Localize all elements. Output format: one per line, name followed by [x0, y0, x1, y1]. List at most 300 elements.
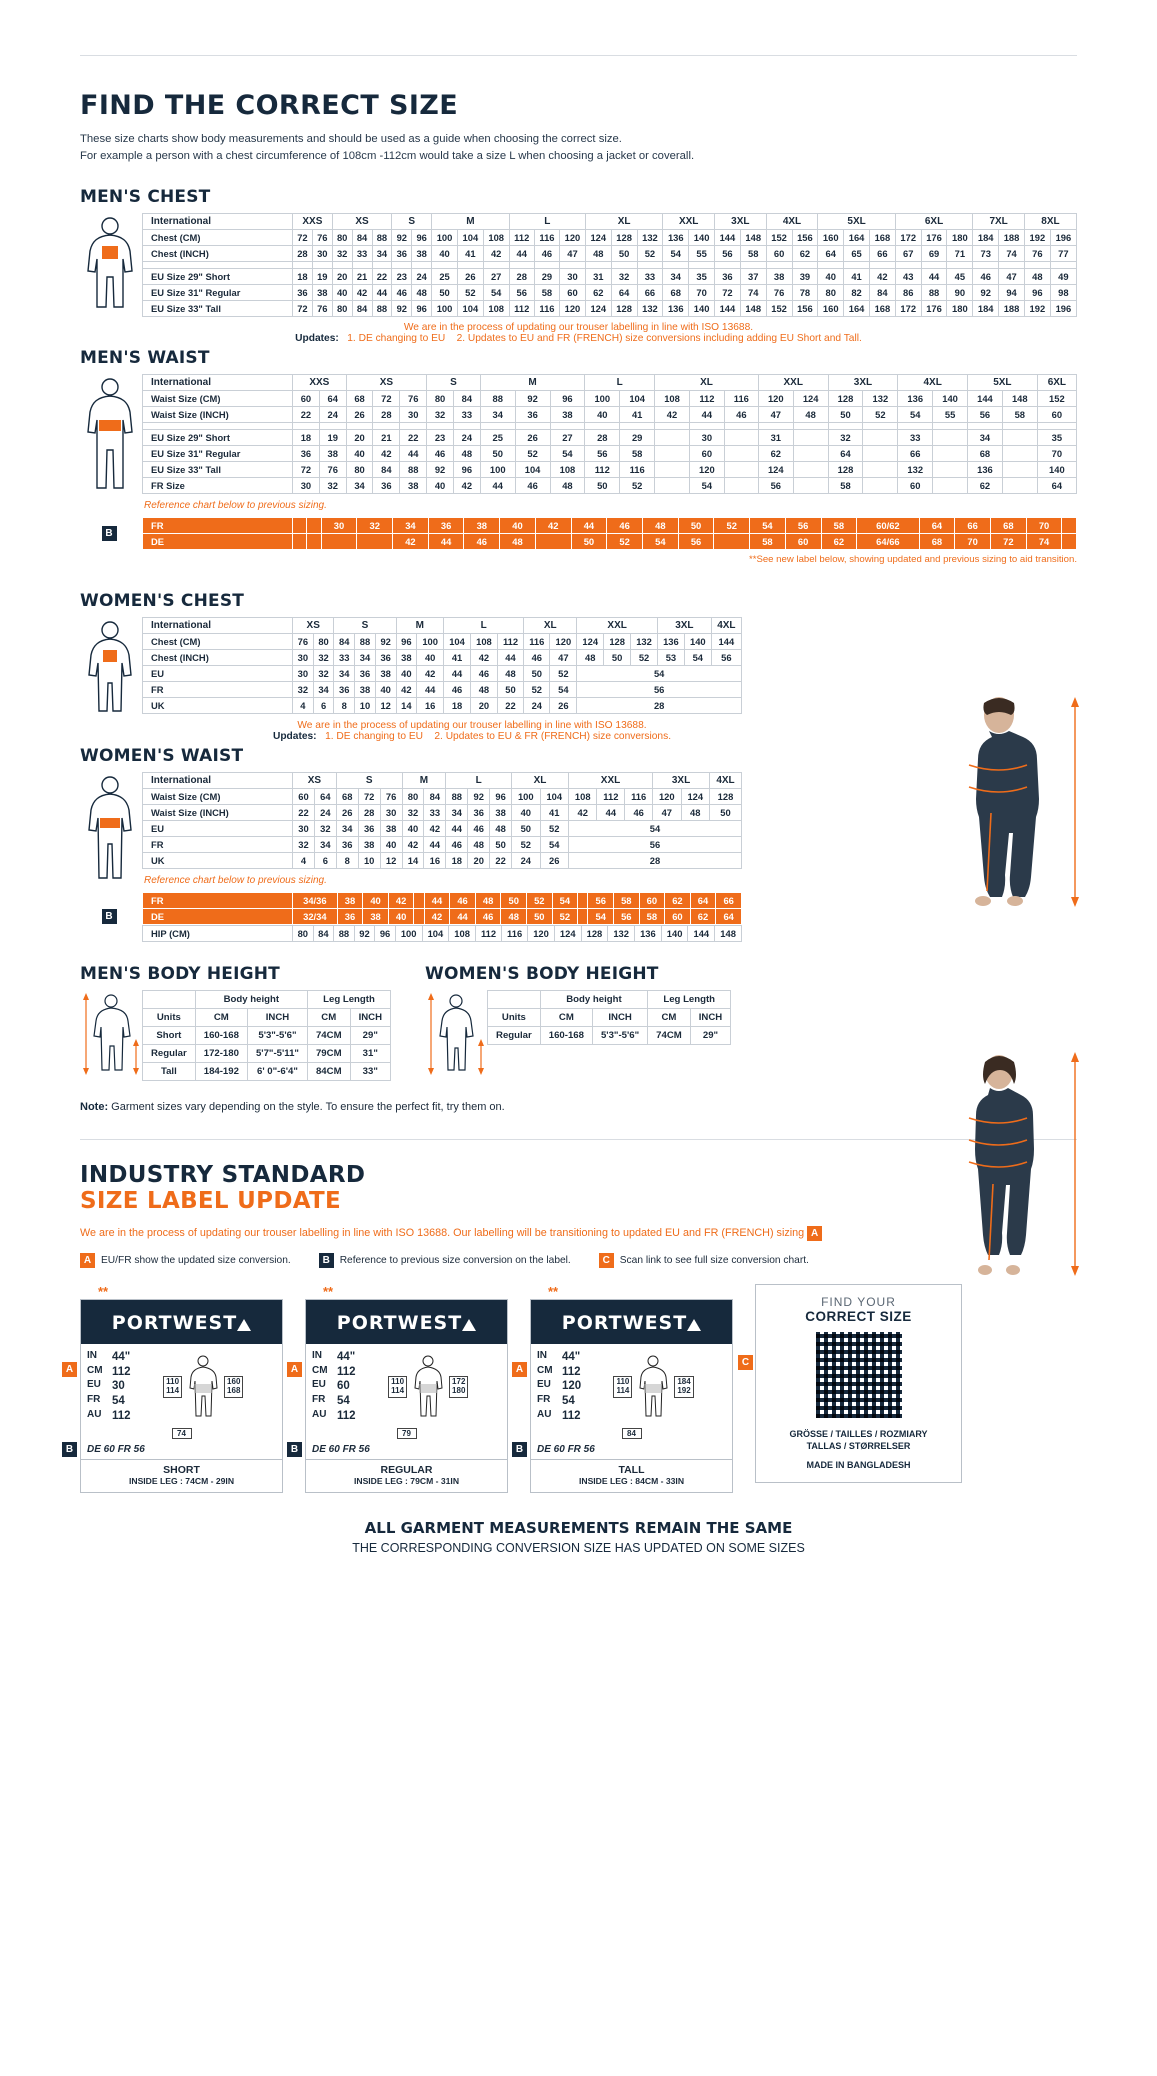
label-size-key: EU	[537, 1379, 551, 1391]
cell: 38	[550, 406, 585, 422]
cell: 50	[497, 681, 523, 697]
cell: 128	[581, 925, 608, 941]
bottom-line-1: ALL GARMENT MEASUREMENTS REMAIN THE SAME	[364, 1518, 793, 1537]
tag-b: B	[319, 1253, 334, 1268]
tag-c-badge: C	[738, 1355, 753, 1370]
cell: 72	[293, 461, 320, 477]
size-header: XS	[293, 617, 334, 633]
cell: 124	[681, 788, 709, 804]
cell: 58	[534, 284, 559, 300]
cell: 33	[453, 406, 480, 422]
cell: 72	[358, 788, 380, 804]
cell: 36	[358, 820, 380, 836]
male-torso-figure	[80, 213, 142, 311]
size-header: 8XL	[1024, 213, 1076, 229]
cell: 80	[427, 390, 454, 406]
cell: 48	[550, 477, 585, 493]
mens-previous-sizing-table	[142, 517, 1077, 550]
cell: 26	[457, 268, 483, 284]
cell: 108	[483, 300, 509, 316]
cell: 78	[792, 284, 818, 300]
cell: 40	[427, 477, 454, 493]
group-header: Body height	[540, 990, 647, 1008]
cell: 188	[999, 300, 1025, 316]
label-size-row	[537, 1365, 581, 1380]
cell: 22	[497, 697, 523, 713]
spacer-cell	[143, 422, 293, 429]
cell: 52	[714, 517, 750, 533]
cell: 56	[585, 445, 620, 461]
cell: 14	[402, 852, 424, 868]
cell: 58	[1002, 406, 1037, 422]
cell: 70	[1037, 445, 1076, 461]
cell: 112	[689, 390, 724, 406]
cell: 22	[293, 406, 320, 422]
label-size-key: EU	[87, 1379, 101, 1391]
cell: 60	[293, 788, 315, 804]
cell: 48	[793, 406, 828, 422]
row-label: Chest (INCH)	[143, 245, 293, 261]
label-footer	[81, 1459, 282, 1492]
previous-size-row	[143, 517, 1077, 533]
cell: 36	[392, 245, 412, 261]
cell: 100	[395, 925, 422, 941]
cell: 42	[424, 820, 446, 836]
spacer-cell	[740, 261, 766, 268]
cell: 84	[373, 461, 400, 477]
cell: 100	[585, 390, 620, 406]
cell: 30	[560, 268, 586, 284]
table-header-row	[143, 772, 742, 788]
cell: 104	[540, 788, 568, 804]
cell: 26	[550, 697, 577, 713]
intro-line-2: For example a person with a chest circumference of 108cm -112cm would take a size L when choosing a jacket or coverall.	[80, 149, 695, 162]
cell: 28	[373, 406, 400, 422]
cell: 33	[898, 429, 933, 445]
cell: 34	[663, 268, 689, 284]
cell: 120	[689, 461, 724, 477]
cell: 84	[352, 229, 372, 245]
cell: 140	[1037, 461, 1076, 477]
tag-a-inline: A	[807, 1226, 822, 1241]
cell: 54	[588, 908, 614, 924]
cell: 92	[468, 788, 490, 804]
cell: 82	[844, 284, 870, 300]
row-label: Waist Size (INCH)	[143, 406, 293, 422]
label-size-row	[537, 1409, 581, 1424]
cell	[724, 477, 758, 493]
label-size-key: IN	[537, 1349, 547, 1361]
cell: 96	[490, 788, 512, 804]
label-size-row	[87, 1394, 131, 1409]
cell: 65	[844, 245, 870, 261]
cell: 38	[412, 245, 432, 261]
cell: 58	[750, 533, 786, 549]
cell	[414, 892, 424, 908]
cell: 62	[792, 245, 818, 261]
cell: 34/36	[293, 892, 338, 908]
cell: 38	[312, 284, 332, 300]
cell: 56	[509, 284, 534, 300]
cell: 60	[639, 892, 665, 908]
cell: 172	[895, 229, 921, 245]
cell: 16	[424, 852, 446, 868]
cell: 160	[818, 229, 844, 245]
cell: 44	[444, 665, 471, 681]
cell: 41	[444, 649, 471, 665]
cell: 92	[354, 925, 375, 941]
cell: 32	[357, 517, 393, 533]
cell: 58	[620, 445, 655, 461]
cell: 180	[947, 300, 973, 316]
cell	[863, 461, 898, 477]
cell: 5'3"-5'6"	[247, 1026, 307, 1044]
cell: Regular	[488, 1026, 541, 1044]
qr-title-2: CORRECT SIZE	[805, 1308, 912, 1324]
cell: 38	[319, 445, 346, 461]
table-row	[143, 633, 742, 649]
spacer-cell	[1024, 261, 1050, 268]
cell: 116	[534, 229, 559, 245]
tag-b-badge: B	[512, 1442, 527, 1457]
cell: 160	[818, 300, 844, 316]
cell: 52	[540, 820, 568, 836]
cell: 72	[373, 390, 400, 406]
cell: 36	[336, 836, 358, 852]
cell: 140	[684, 633, 711, 649]
cell: 74CM	[307, 1026, 350, 1044]
label-size-list	[537, 1350, 581, 1424]
womens-chest-table	[142, 617, 742, 714]
cell: 42	[483, 245, 509, 261]
size-header: XL	[512, 772, 569, 788]
cell: 40	[585, 406, 620, 422]
cell: 84CM	[307, 1062, 350, 1080]
cell: 18	[446, 852, 468, 868]
hip-row	[143, 925, 742, 941]
cell: 46	[444, 681, 471, 697]
size-header: XL	[585, 213, 662, 229]
cell: 47	[550, 649, 577, 665]
table-row	[143, 665, 742, 681]
cell: 116	[534, 300, 559, 316]
cell: 92	[375, 633, 396, 649]
cell: 112	[497, 633, 523, 649]
cell: 10	[358, 852, 380, 868]
cell: 132	[637, 300, 663, 316]
tag-a-badge: A	[512, 1362, 527, 1377]
section-title-womens-waist: WOMEN'S WAIST	[80, 745, 244, 766]
cell: 70	[955, 533, 991, 549]
cell	[863, 477, 898, 493]
size-header: 5XL	[818, 213, 895, 229]
mens-chest-block	[80, 213, 1077, 317]
brand-name: PORTWEST	[336, 1311, 463, 1334]
cell: 60	[766, 245, 792, 261]
cell: 38	[337, 892, 363, 908]
spacer-cell	[457, 261, 483, 268]
row-label: EU	[143, 665, 293, 681]
cell: 79CM	[307, 1044, 350, 1062]
spacer-cell	[689, 261, 715, 268]
row-label: EU Size 31" Regular	[143, 445, 293, 461]
cell: 36	[515, 406, 550, 422]
spacer-cell	[534, 261, 559, 268]
cell: 96	[453, 461, 480, 477]
cell: 124	[577, 633, 604, 649]
spacer-cell	[689, 422, 724, 429]
cell: 64	[611, 284, 637, 300]
label-fit-name: REGULAR	[380, 1463, 433, 1476]
row-label: EU Size 31" Regular	[143, 284, 293, 300]
bh-sub-header	[143, 1008, 391, 1026]
label-size-value: 112	[337, 1365, 356, 1378]
mens-waist-table	[142, 374, 1077, 494]
bh-group-header	[488, 990, 731, 1008]
cell: 54	[684, 649, 711, 665]
cell: 84	[313, 925, 334, 941]
row-label: Waist Size (CM)	[143, 788, 293, 804]
label-inside-leg: INSIDE LEG : 74CM - 29IN	[128, 1475, 235, 1486]
update-item-1: 1. DE changing to EU	[347, 332, 446, 344]
cell: 36	[334, 681, 355, 697]
spacer-cell	[585, 261, 611, 268]
sub-header: CM	[540, 1008, 592, 1026]
cell: 31	[585, 268, 611, 284]
cell	[321, 533, 357, 549]
label-size-key: FR	[312, 1394, 326, 1406]
cell: 120	[758, 390, 793, 406]
cell: 128	[604, 633, 631, 649]
cell: 42	[417, 665, 444, 681]
cell: 47	[653, 804, 681, 820]
spacer-cell	[483, 261, 509, 268]
row-label: EU Size 29" Short	[143, 429, 293, 445]
cell: 46	[625, 804, 653, 820]
cell: 38	[396, 649, 417, 665]
label-size-key: AU	[537, 1408, 552, 1420]
intro-line-1: These size charts show body measurements and should be used as a guide when choosing the correct size.	[80, 133, 622, 145]
cell: 50	[527, 908, 553, 924]
mens-reference-note: Reference chart below to previous sizing.	[144, 499, 327, 511]
tag-a-badge: A	[287, 1362, 302, 1377]
cell: 104	[515, 461, 550, 477]
cell: Short	[143, 1026, 196, 1044]
cell: 132	[863, 390, 898, 406]
male-waist-figure	[80, 374, 142, 496]
cell: 44	[689, 406, 724, 422]
cell: 46	[450, 892, 476, 908]
table-row	[143, 852, 742, 868]
cell: 132	[637, 229, 663, 245]
cell	[1002, 445, 1037, 461]
brand-name: PORTWEST	[561, 1311, 688, 1334]
cell: 52	[512, 836, 540, 852]
cell: 120	[560, 229, 586, 245]
cell: 98	[1050, 284, 1076, 300]
cell: 42	[388, 892, 414, 908]
cell: 108	[550, 461, 585, 477]
cell	[714, 533, 750, 549]
cell: 54	[550, 445, 585, 461]
cell: 40	[432, 245, 458, 261]
cell: 58	[740, 245, 766, 261]
size-header: 4XL	[710, 772, 742, 788]
cell: 68	[968, 445, 1003, 461]
label-size-list	[87, 1350, 131, 1424]
cell: 42	[393, 533, 429, 549]
cell: Tall	[143, 1062, 196, 1080]
qr-langs-2: TALLAS / STØRRELSER	[806, 1441, 911, 1452]
label-asterisks: **	[548, 1283, 559, 1299]
cell: 45	[947, 268, 973, 284]
label-body	[531, 1344, 732, 1428]
cell: 29	[534, 268, 559, 284]
cell: 48	[453, 445, 480, 461]
section-title-womens-body-height: WOMEN'S BODY HEIGHT	[425, 963, 659, 984]
cell: 128	[828, 461, 863, 477]
size-header: M	[432, 213, 509, 229]
row-label: EU Size 33" Tall	[143, 300, 293, 316]
previous-size-row	[143, 908, 742, 924]
label-size-value: 54	[112, 1395, 125, 1408]
cell: 30	[400, 406, 427, 422]
label-size-row	[537, 1394, 581, 1409]
row-label: FR	[143, 517, 293, 533]
size-header: 6XL	[895, 213, 972, 229]
cell: 16	[417, 697, 444, 713]
cell: 43	[895, 268, 921, 284]
spacer-cell	[758, 422, 793, 429]
cell: 184	[973, 229, 999, 245]
cell: 6' 0"-6'4"	[247, 1062, 307, 1080]
size-header: L	[509, 213, 585, 229]
female-torso-figure	[80, 617, 142, 715]
brand-bar	[306, 1300, 507, 1344]
previous-size-row	[143, 533, 1077, 549]
size-header: 5XL	[968, 374, 1038, 390]
cell: 22	[400, 429, 427, 445]
cell: 26	[346, 406, 373, 422]
cell: 140	[689, 229, 715, 245]
spacer-cell	[400, 422, 427, 429]
label-size-value: 112	[562, 1409, 581, 1422]
cell: 32	[332, 245, 352, 261]
cell: 46	[607, 517, 643, 533]
cell: 38	[358, 836, 380, 852]
cell: 64	[716, 908, 742, 924]
cell: 29	[620, 429, 655, 445]
sub-header: CM	[195, 1008, 247, 1026]
cell: 64	[818, 245, 844, 261]
qr-code[interactable]	[816, 1332, 902, 1418]
cell: 31"	[350, 1044, 390, 1062]
cell: 148	[1002, 390, 1037, 406]
cell: 196	[1050, 229, 1076, 245]
spacer-cell	[663, 261, 689, 268]
cell: 148	[715, 925, 742, 941]
cell: 124	[585, 229, 611, 245]
label-size-row	[312, 1365, 356, 1380]
spacer-cell	[1050, 261, 1076, 268]
sub-header: Units	[143, 1008, 196, 1026]
cell: 42	[402, 836, 424, 852]
cell: 6	[314, 852, 336, 868]
spacer-cell	[373, 422, 400, 429]
update-line-1: We are in the process of updating our trouser labelling in line with ISO 13688.	[403, 321, 754, 333]
cell: 30	[293, 477, 320, 493]
section-title-womens-chest: WOMEN'S CHEST	[80, 590, 245, 611]
spacer-cell	[947, 261, 973, 268]
cell: 184-192	[195, 1062, 247, 1080]
cell: 37	[740, 268, 766, 284]
spacer-cell	[550, 422, 585, 429]
size-header: L	[585, 374, 655, 390]
cell: 68	[346, 390, 373, 406]
label-previous-size: DE 60 FR 56	[312, 1443, 370, 1455]
cell: 40	[417, 649, 444, 665]
label-size-row	[312, 1379, 356, 1394]
cell: 60	[1037, 406, 1076, 422]
cell: 136	[663, 300, 689, 316]
final-note-text: Garment sizes vary depending on the style. To ensure the perfect fit, try them on.	[108, 1100, 505, 1113]
size-header: 3XL	[657, 617, 711, 633]
cell: 48	[475, 892, 501, 908]
spacer-cell	[766, 261, 792, 268]
cell: 100	[417, 633, 444, 649]
cell: 88	[372, 229, 392, 245]
cell: 64	[314, 788, 336, 804]
cell: 80	[293, 925, 314, 941]
spacer-cell	[793, 422, 828, 429]
cell: 68	[991, 517, 1027, 533]
label-figure	[131, 1350, 276, 1424]
label-size-key: IN	[312, 1349, 322, 1361]
cell: 34	[336, 820, 358, 836]
cell: 70	[1026, 517, 1062, 533]
cell: 20	[346, 429, 373, 445]
spacer-cell	[332, 261, 352, 268]
cell: 44	[446, 820, 468, 836]
cell: 120	[653, 788, 681, 804]
label-chest-measure: 110 114	[388, 1376, 407, 1398]
cell: 40	[402, 820, 424, 836]
size-header: M	[480, 374, 585, 390]
cell: 34	[334, 665, 355, 681]
cell: 56	[968, 406, 1003, 422]
cell: 69	[921, 245, 947, 261]
cell: 40	[380, 836, 402, 852]
cell: 38	[355, 681, 376, 697]
cell: 38	[490, 804, 512, 820]
cell: 4	[293, 852, 315, 868]
spacer-cell	[412, 261, 432, 268]
size-header: XXS	[293, 213, 333, 229]
cell: 60	[898, 477, 933, 493]
cell: 50	[512, 820, 540, 836]
cell: 164	[844, 229, 870, 245]
cell: 44	[921, 268, 947, 284]
row-label: FR	[143, 836, 293, 852]
cell: 112	[585, 461, 620, 477]
cell: 47	[560, 245, 586, 261]
spacer-row	[143, 422, 1077, 429]
page-title: FIND THE CORRECT SIZE	[80, 90, 459, 121]
cell: 29"	[350, 1026, 390, 1044]
row-label: FR	[143, 892, 293, 908]
cell: 56	[711, 649, 741, 665]
cell: 24	[524, 697, 550, 713]
